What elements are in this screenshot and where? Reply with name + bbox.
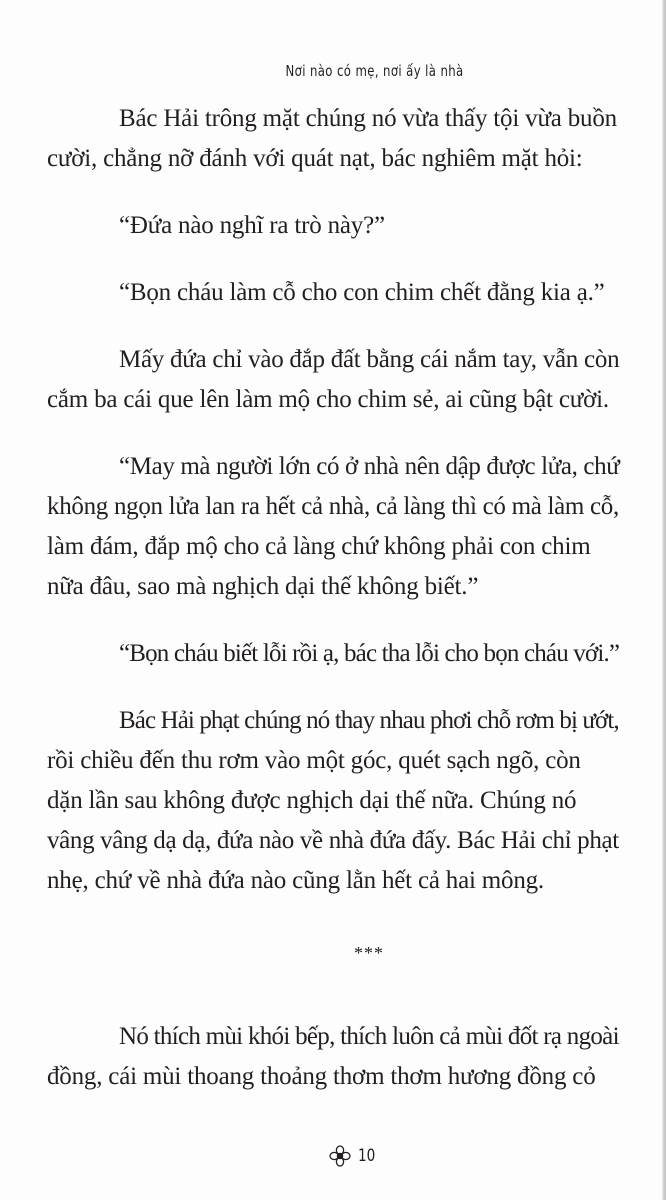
text-line: “Bọn cháu làm cỗ cho con chim chết đằng kia ạ.”: [119, 279, 605, 306]
text-line: Bác Hải phạt chúng nó thay nhau phơi chỗ rơm bị ướt,: [119, 707, 619, 734]
page-number: 10: [358, 1146, 376, 1166]
text-line: không ngọn lửa lan ra hết cả nhà, cả làng thì có mà làm cỗ,: [47, 493, 619, 520]
text-line: “Bọn cháu biết lỗi rồi ạ, bác tha lỗi cho bọn cháu với.”: [119, 640, 620, 667]
text-line: cười, chẳng nỡ đánh với quát nạt, bác nghiêm mặt hỏi:: [47, 145, 583, 172]
paragraph-4: [47, 340, 655, 420]
page-footer: [328, 1142, 380, 1170]
paragraph-3: [83, 273, 655, 313]
text-line: Bác Hải trông mặt chúng nó vừa thấy tội vừa buồn: [119, 105, 617, 132]
text-line: đồng, cái mùi thoang thoảng thơm thơm hương đồng cỏ: [47, 1063, 596, 1090]
paragraph-8: [47, 1017, 655, 1097]
paragraph-2: [83, 206, 655, 246]
text-line: “Đứa nào nghĩ ra trò này?”: [119, 212, 385, 239]
page-edge-shadow: [662, 0, 666, 1200]
paragraph-7: [47, 701, 655, 901]
text-line: vâng vâng dạ dạ, đứa nào về nhà đứa đấy. Bác Hải chỉ phạt: [47, 827, 619, 854]
text-line: nữa đâu, sao mà nghịch dại thế không biết.”: [47, 573, 479, 600]
running-header: Nơi nào có mẹ, nơi ấy là nhà: [285, 62, 464, 80]
paragraph-6: [83, 634, 655, 674]
section-separator: ***: [354, 943, 384, 963]
text-line: cắm ba cái que lên làm mộ cho chim sẻ, ai cũng bật cười.: [47, 386, 609, 413]
paragraph-1: [47, 99, 655, 179]
body-text: [47, 99, 655, 1124]
flower-ornament-icon: [328, 1144, 352, 1168]
text-line: rồi chiều đến thu rơm vào một góc, quét sạch ngõ, còn: [47, 747, 581, 774]
text-line: dặn lần sau không được nghịch dại thế nữa. Chúng nó: [47, 787, 577, 814]
text-line: nhẹ, chứ về nhà đứa nào cũng lằn hết cả hai mông.: [47, 867, 544, 894]
text-line: làm đám, đắp mộ cho cả làng chứ không phải con chim: [47, 533, 591, 560]
text-line: Mấy đứa chỉ vào đắp đất bằng cái nắm tay, vẫn còn: [119, 346, 620, 373]
text-line: Nó thích mùi khói bếp, thích luôn cả mùi đốt rạ ngoài: [119, 1023, 619, 1050]
text-line: “May mà người lớn có ở nhà nên dập được lửa, chứ: [119, 453, 620, 480]
paragraph-5: [47, 447, 655, 607]
